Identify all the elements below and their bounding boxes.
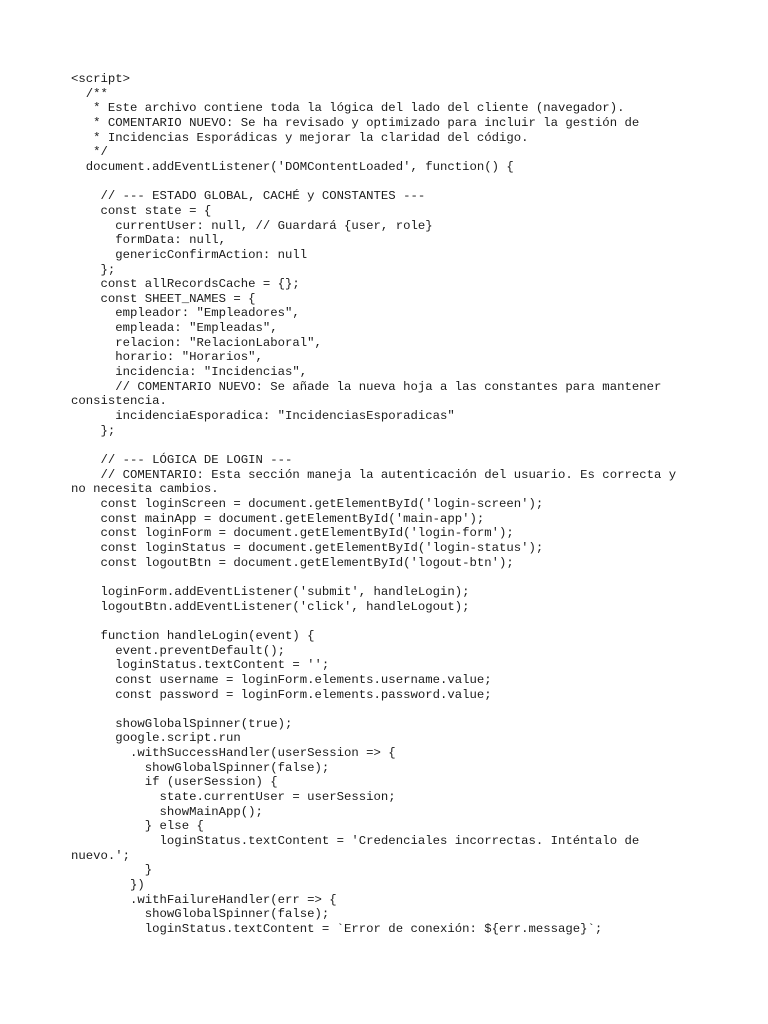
code-line: showGlobalSpinner(false); <box>71 760 330 775</box>
code-line: .withFailureHandler(err => { <box>71 892 337 907</box>
code-line: loginStatus.textContent = ''; <box>71 658 330 673</box>
code-line: logoutBtn.addEventListener('click', handleLogout); <box>71 599 470 614</box>
code-line: * Incidencias Esporádicas y mejorar la claridad del código. <box>71 130 529 145</box>
code-line: // COMENTARIO NUEVO: Se añade la nueva hoja a las constantes para mantener <box>71 379 662 394</box>
code-line <box>71 438 711 453</box>
code-line: // COMENTARIO: Esta sección maneja la autenticación del usuario. Es correcta y <box>71 467 677 482</box>
code-line: } <box>71 863 153 878</box>
code-line: const state = { <box>71 203 212 218</box>
code-line: horario: "Horarios", <box>71 350 263 365</box>
code-line <box>71 702 711 717</box>
code-line: formData: null, <box>71 233 226 248</box>
code-line: if (userSession) { <box>71 775 278 790</box>
code-line: * COMENTARIO NUEVO: Se ha revisado y optimizado para incluir la gestión de <box>71 115 640 130</box>
code-line: const loginScreen = document.getElementById('login-screen'); <box>71 497 544 511</box>
code-block <box>71 72 711 937</box>
code-line <box>71 175 711 190</box>
code-line: .withSuccessHandler(userSession => { <box>71 746 396 761</box>
code-line: } else { <box>71 819 204 834</box>
code-line: <script> <box>71 72 131 86</box>
code-line: const password = loginForm.elements.password.value; <box>71 687 492 702</box>
code-line: const loginForm = document.getElementById('login-form'); <box>71 526 514 541</box>
code-line: loginForm.addEventListener('submit', handleLogin); <box>71 584 470 599</box>
code-line: showGlobalSpinner(true); <box>71 716 293 731</box>
code-line <box>71 570 711 585</box>
code-line: state.currentUser = userSession; <box>71 790 396 805</box>
code-line: const SHEET_NAMES = { <box>71 291 256 306</box>
code-line: const allRecordsCache = {}; <box>71 277 300 292</box>
code-line: currentUser: null, // Guardará {user, role} <box>71 218 433 233</box>
code-line: const mainApp = document.getElementById('main-app'); <box>71 511 485 526</box>
code-line: document.addEventListener('DOMContentLoaded', function() { <box>71 159 514 174</box>
code-line: loginStatus.textContent = 'Credenciales incorrectas. Inténtalo de <box>71 834 640 849</box>
code-line: const logoutBtn = document.getElementById('logout-btn'); <box>71 555 514 570</box>
code-line: genericConfirmAction: null <box>71 247 308 262</box>
code-line: }; <box>71 262 116 277</box>
code-line: consistencia. <box>71 394 167 409</box>
code-line: // --- ESTADO GLOBAL, CACHÉ y CONSTANTES --- <box>71 189 426 204</box>
code-line: nuevo.'; <box>71 848 131 863</box>
code-line: empleador: "Empleadores", <box>71 306 300 321</box>
code-line: showGlobalSpinner(false); <box>71 907 330 922</box>
code-line: no necesita cambios. <box>71 482 219 497</box>
code-line: empleada: "Empleadas", <box>71 321 278 336</box>
code-line: relacion: "RelacionLaboral", <box>71 335 322 350</box>
code-line: /** <box>71 86 108 101</box>
code-line: function handleLogin(event) { <box>71 628 315 643</box>
code-line: * Este archivo contiene toda la lógica del lado del cliente (navegador). <box>71 101 625 116</box>
code-line <box>71 614 711 629</box>
code-line: google.script.run <box>71 731 241 746</box>
code-line: event.preventDefault(); <box>71 643 286 658</box>
code-line: // --- LÓGICA DE LOGIN --- <box>71 453 293 468</box>
code-line: incidenciaEsporadica: "IncidenciasEsporadicas" <box>71 409 455 424</box>
code-line: loginStatus.textContent = `Error de conexión: ${err.message}`; <box>71 921 603 936</box>
code-line: }) <box>71 878 145 893</box>
code-line: const loginStatus = document.getElementById('login-status'); <box>71 540 544 555</box>
code-line: showMainApp(); <box>71 804 263 819</box>
code-line: const username = loginForm.elements.username.value; <box>71 672 492 687</box>
code-line: */ <box>71 145 108 160</box>
code-line: incidencia: "Incidencias", <box>71 365 308 380</box>
code-line: }; <box>71 423 116 438</box>
